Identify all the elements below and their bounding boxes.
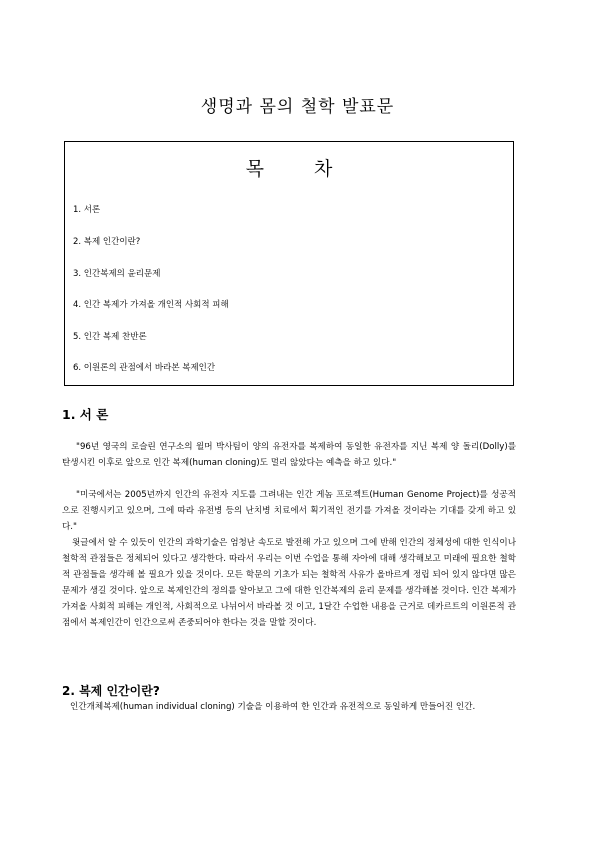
table-of-contents [64, 141, 514, 386]
paragraph: "96년 영국의 로슬린 연구소의 윌머 박사팀이 양의 유전자를 복제하여 동일한 유전자를 지닌 복제 양 돌리(Dolly)를 탄생시킨 이후로 앞으로 인간 복제(human cloning)도 멀리 않았다는 예측을 하고 있다." [62, 442, 516, 468]
toc-item: 5. 인간 복제 찬반론 [73, 332, 147, 342]
toc-item: 6. 이원론의 관점에서 바라본 복제인간 [73, 363, 216, 373]
document-title: 생명과 몸의 철학 발표문 [200, 97, 395, 117]
toc-heading: 목 차 [245, 158, 355, 180]
toc-item: 4. 인간 복제가 가져올 개인적 사회적 피해 [73, 300, 229, 310]
paragraph: "미국에서는 2005년까지 인간의 유전자 지도를 그려내는 인간 게놈 프로젝트(Human Genome Project)를 성공적으로 진행시키고 있으며, 그에 따라 유전병 등의 난치병 치료에서 획기적인 전기를 가져올 것이라는 기대를 갖게 하고 있다." [62, 490, 516, 532]
section-heading: 2. 복제 인간이란? [62, 684, 160, 698]
paragraph: 인간개체복제(human individual cloning) 기술을 이용하여 한 인간과 유전적으로 동일하게 만들어진 인간. [70, 702, 476, 712]
paragraph: 윗글에서 알 수 있듯이 인간의 과학기술은 엄청난 속도로 발전해 가고 있으며 그에 반해 인간의 정체성에 대한 인식이나 철학적 관점들은 정체되어 있다고 생각한다. 따라서 우리는 이번 수업을 통해 자아에 대해 생각해보고 미래에 필요한 철학적 관점들을 생각해 볼 필요가 있을 것이다. 모든 학문의 기초가 되는 철학적 사유가 올바르게 정립 되어 있지 않다면 많은 문제가 생길 것이다. 앞으로 복제인간의 정의를 알아보고 그에 대한 인간복제의 윤리 문제를 생각해볼 것이다. 인간 복제가 가져올 사회적 피해는 개인적, 사회적으로 나뉘어서 바라볼 것 이고, 1달간 수업한 내용을 근거로 데카르트의 이원론적 관점에서 복제인간이 인간으로써 존중되어야 한다는 것을 말할 것이다. [62, 538, 516, 628]
toc-item: 3. 인간복제의 윤리문제 [73, 269, 161, 279]
toc-item: 2. 복제 인간이란? [73, 237, 141, 247]
toc-item: 1. 서론 [73, 205, 101, 215]
section-heading: 1. 서 론 [62, 407, 109, 422]
